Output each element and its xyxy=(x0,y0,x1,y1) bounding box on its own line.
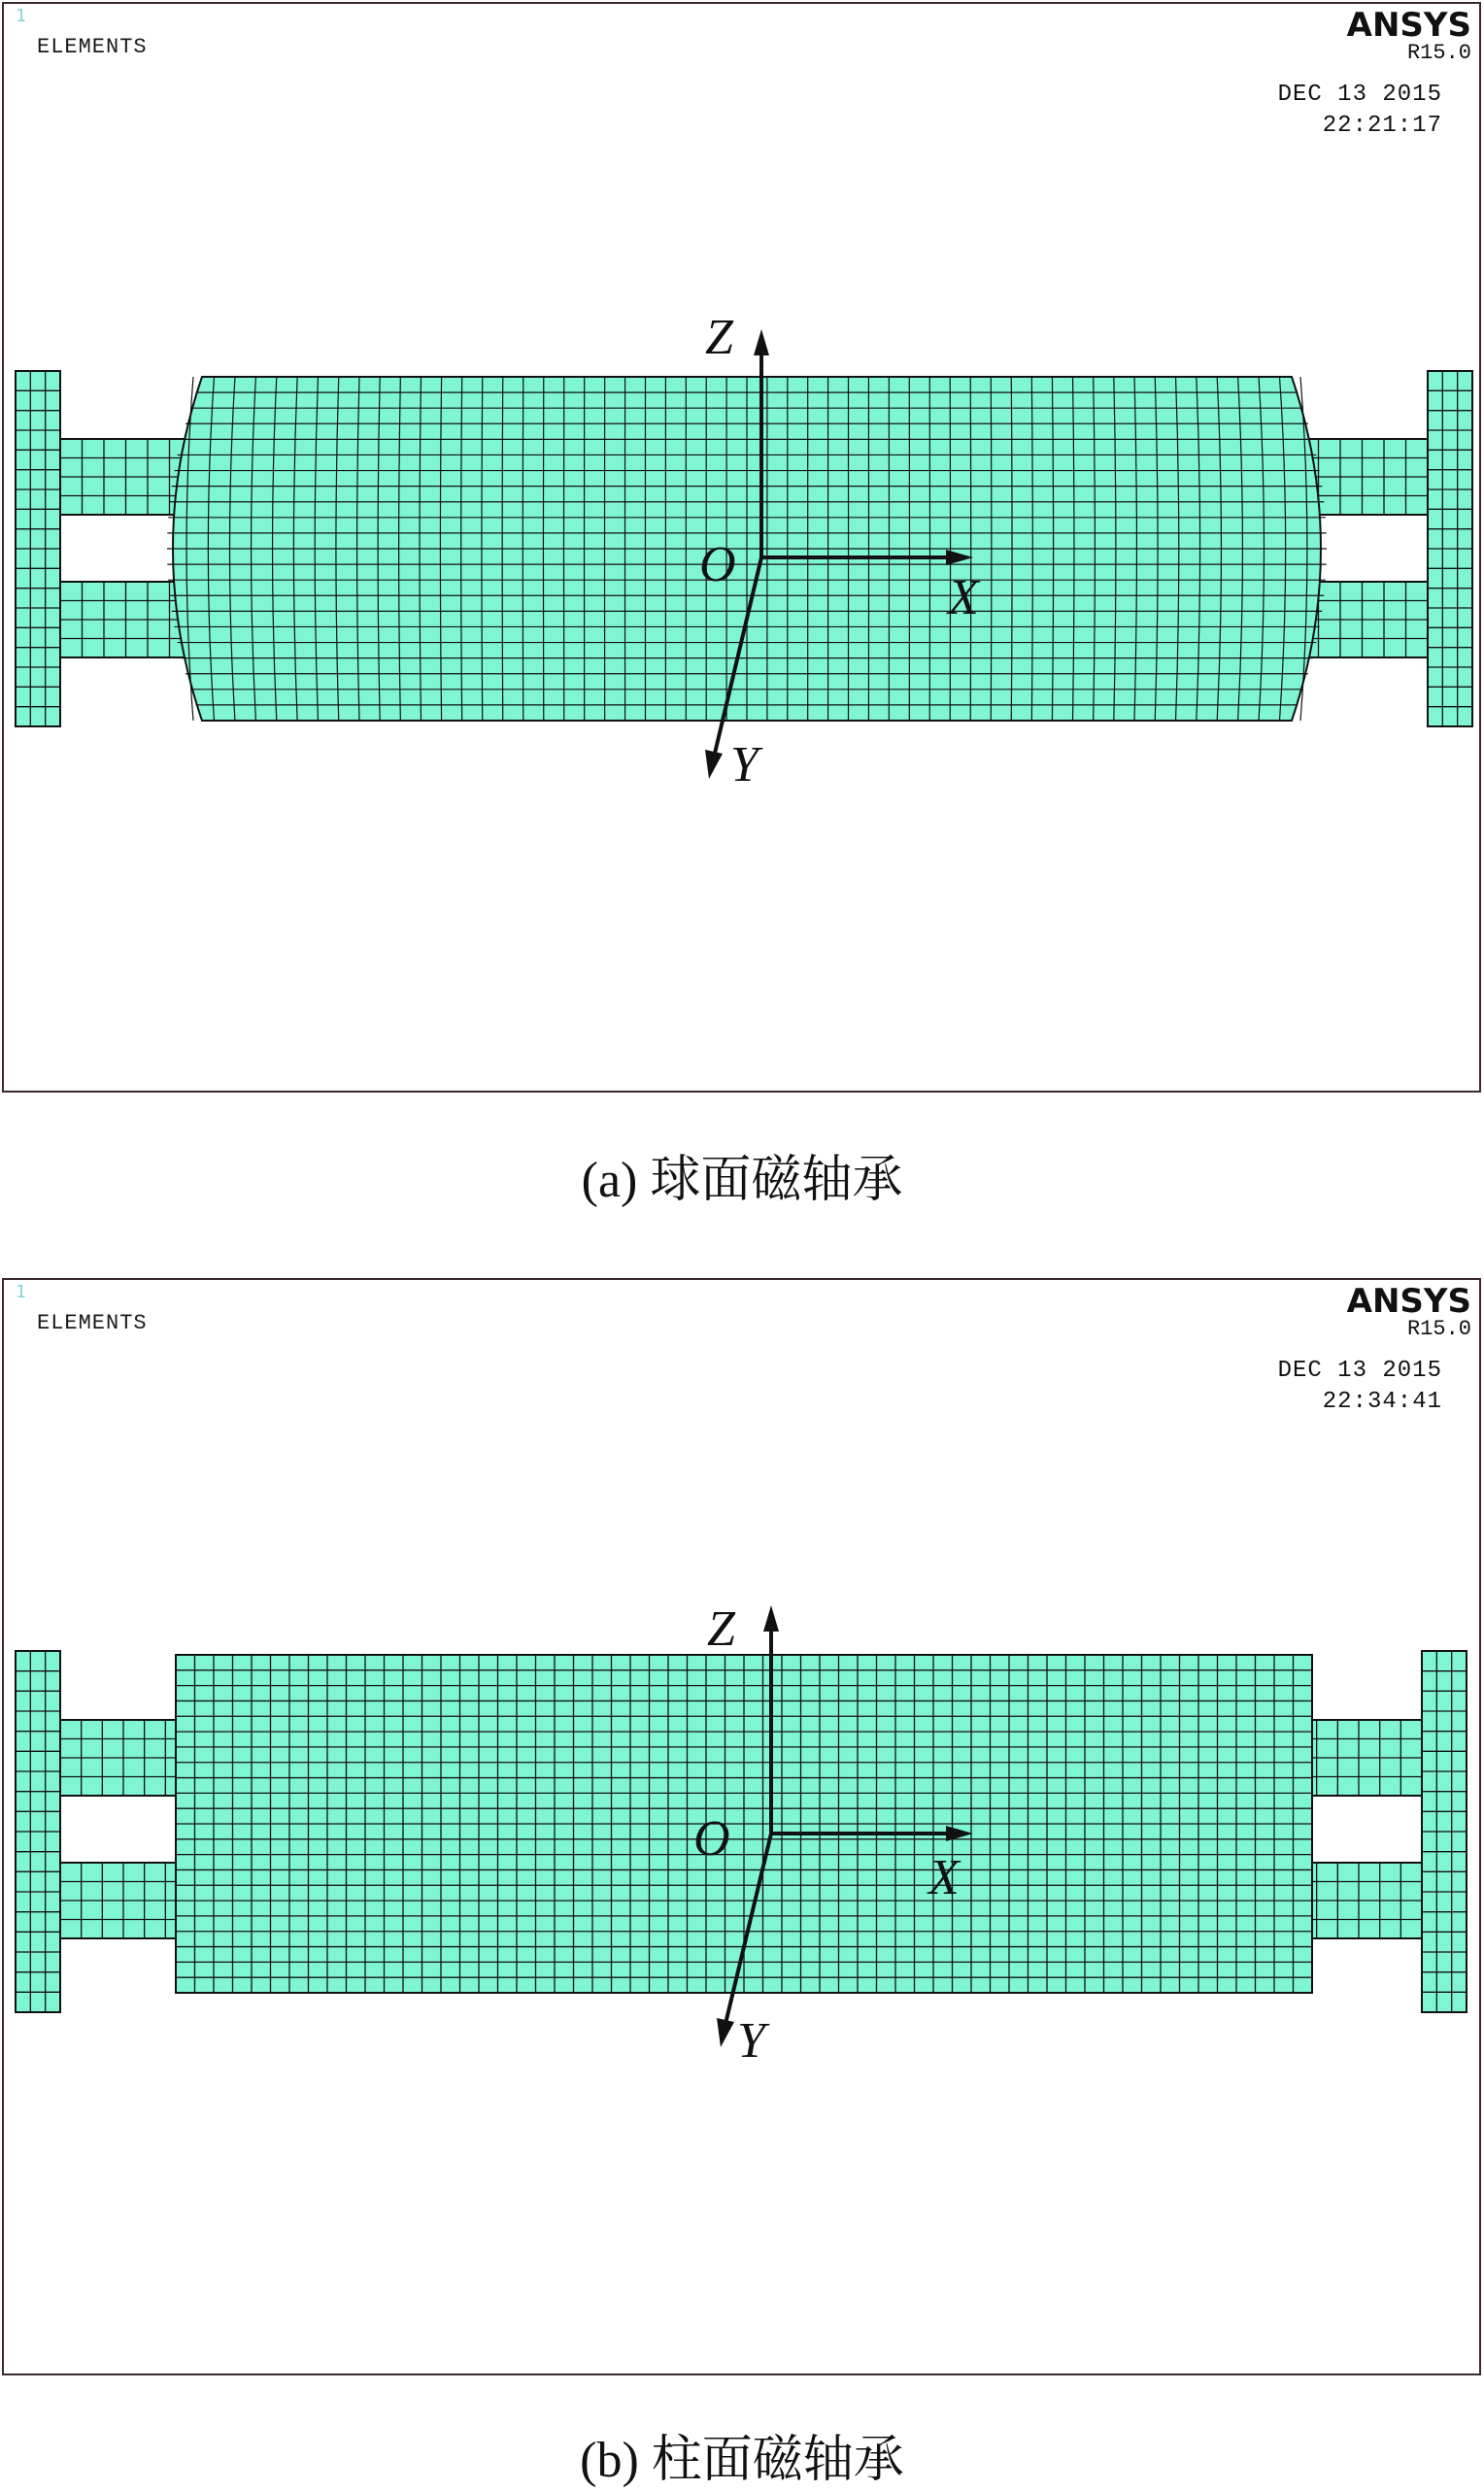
z-arrow-icon xyxy=(754,329,769,355)
version-label: R15.0 xyxy=(1406,41,1471,65)
y-axis-label: Y xyxy=(730,737,759,792)
element-mesh-spherical xyxy=(4,4,1479,1091)
time-stamp: 22:21:17 xyxy=(1322,113,1442,139)
x-axis-label: X xyxy=(948,570,979,625)
caption-b: (b) 柱面磁轴承 xyxy=(580,2433,904,2488)
origin-label: O xyxy=(699,537,736,592)
plot-type-label: ELEMENTS xyxy=(37,35,148,59)
origin-label: O xyxy=(693,1811,730,1867)
window-number: 1 xyxy=(16,1282,26,1302)
left-lower-journal xyxy=(60,1863,186,1938)
plot-type-label: ELEMENTS xyxy=(37,1311,148,1335)
ansys-logo: ANSYS xyxy=(1346,6,1471,45)
y-arrow-icon xyxy=(705,750,723,779)
time-stamp: 22:34:41 xyxy=(1322,1389,1442,1415)
z-axis-label: Z xyxy=(705,310,733,365)
left-upper-journal xyxy=(60,1720,186,1796)
window-number: 1 xyxy=(16,6,26,26)
right-flange xyxy=(1422,1651,1467,2012)
right-lower-journal xyxy=(1296,1863,1422,1938)
y-axis-label: Y xyxy=(737,2013,765,2069)
element-mesh-cylindrical xyxy=(4,1280,1479,2373)
x-axis-label: X xyxy=(928,1850,960,1905)
version-label: R15.0 xyxy=(1406,1317,1471,1341)
caption-a: (a) 球面磁轴承 xyxy=(581,1153,903,1208)
right-upper-journal xyxy=(1296,1720,1422,1796)
right-flange xyxy=(1428,371,1472,726)
ansys-logo: ANSYS xyxy=(1346,1282,1471,1321)
z-arrow-icon xyxy=(763,1605,779,1632)
left-lower-journal xyxy=(60,582,191,657)
ansys-graphics-window-a xyxy=(2,2,1481,1093)
y-arrow-icon xyxy=(717,2018,734,2047)
left-upper-journal xyxy=(60,439,191,515)
z-axis-label: Z xyxy=(707,1601,735,1657)
date-stamp: DEC 13 2015 xyxy=(1277,1358,1442,1384)
rotor-body xyxy=(167,377,1327,721)
left-flange xyxy=(16,371,60,726)
mesh-body xyxy=(16,371,1472,726)
date-stamp: DEC 13 2015 xyxy=(1277,82,1442,108)
left-flange xyxy=(16,1651,60,2012)
ansys-graphics-window-b xyxy=(2,1278,1481,2375)
